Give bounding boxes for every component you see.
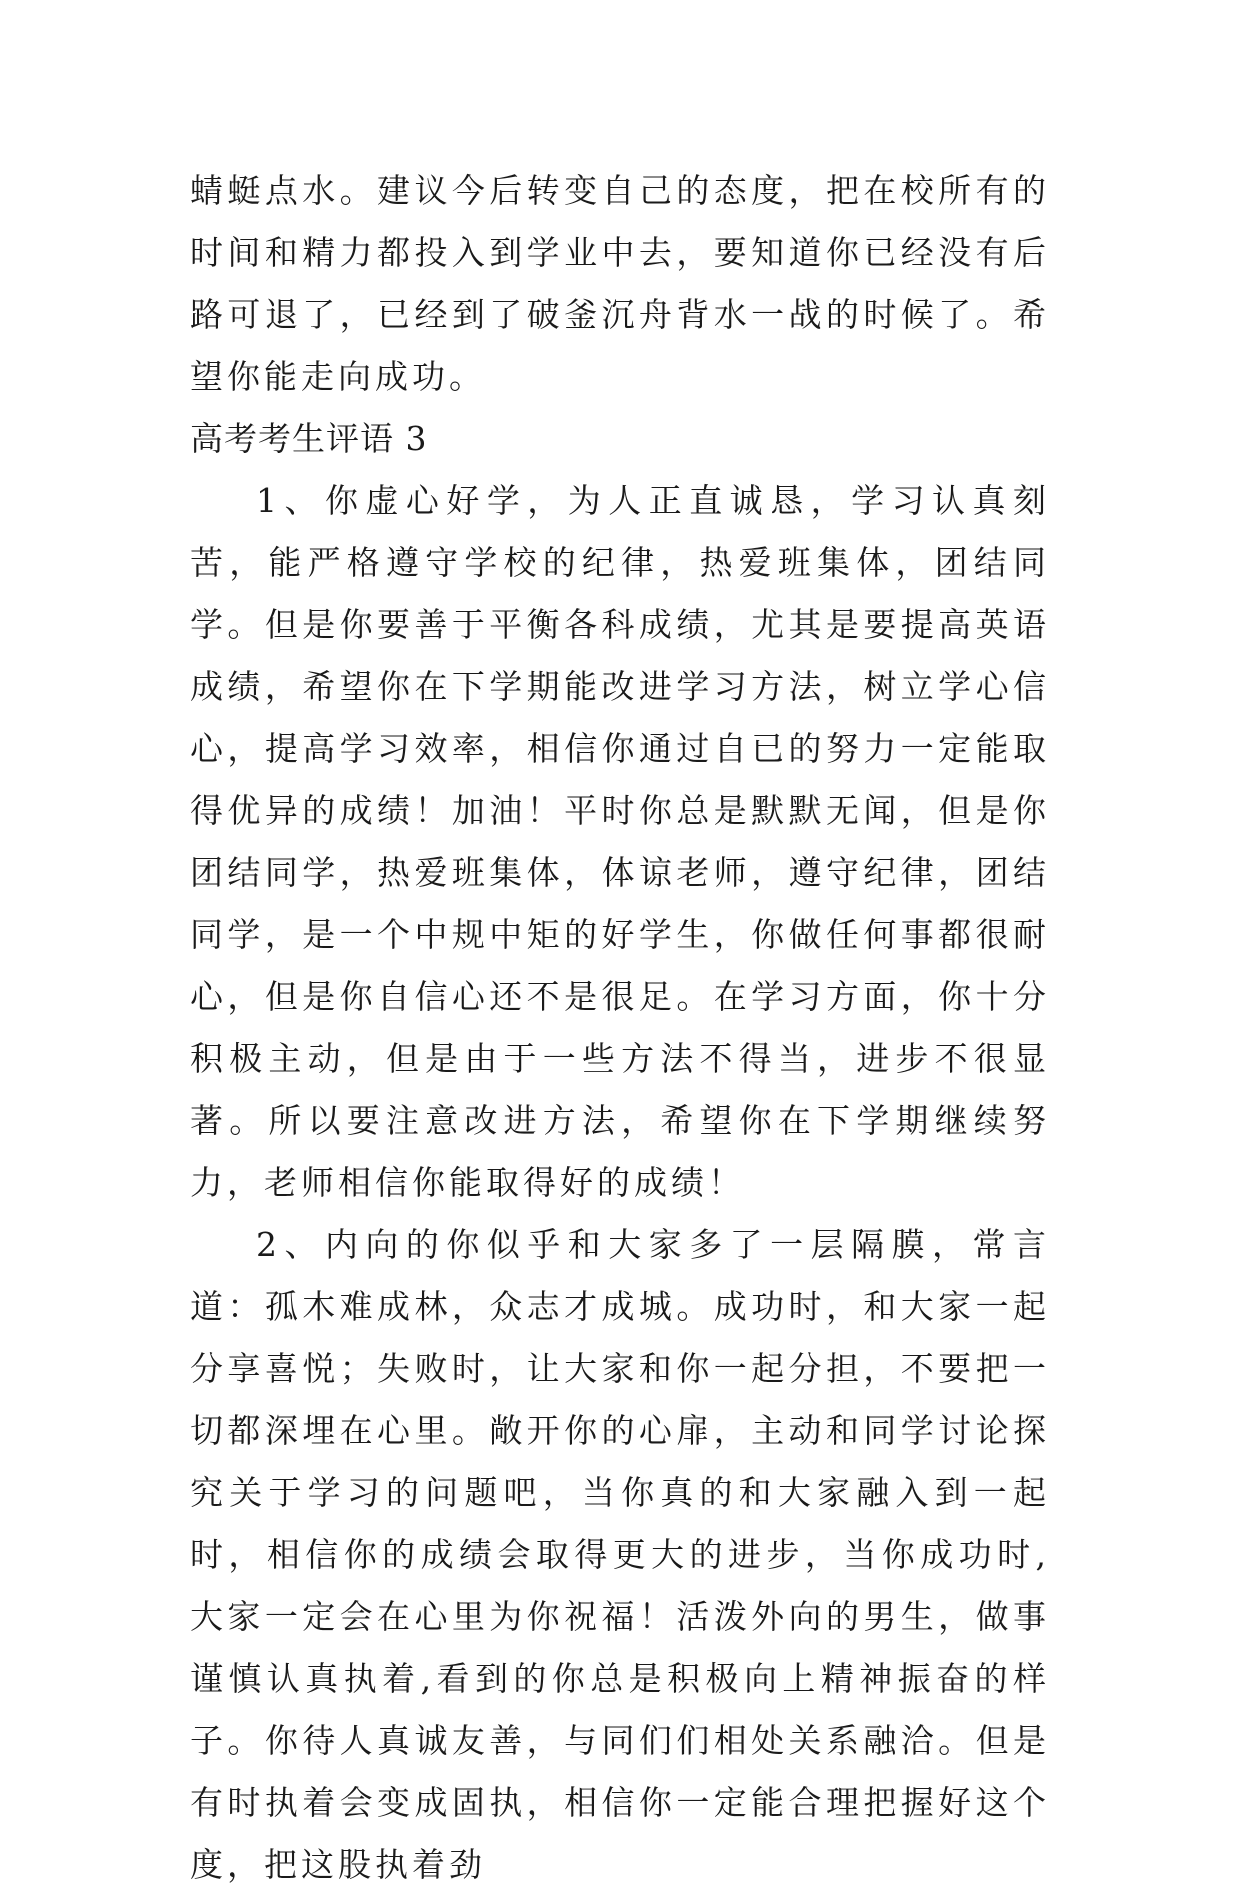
section-heading: 高考考生评语 3	[190, 419, 428, 458]
continuation-paragraph: 蜻蜓点水。建议今后转变自己的态度，把在校所有的时间和精力都投入到学业中去，要知道你已经没有后路可退了，已经到了破釜沉舟背水一战的时候了。希望你能走向成功。	[190, 171, 1050, 396]
comment-paragraph-1: 1、你虚心好学，为人正直诚恳，学习认真刻苦，能严格遵守学校的纪律，热爱班集体，团结同学。但是你要善于平衡各科成绩，尤其是要提高英语成绩，希望你在下学期能改进学习方法，树立学心信心，提高学习效率，相信你通过自已的努力一定能取得优异的成绩！加油！平时你总是默默无闻，但是你团结同学，热爱班集体，体谅老师，遵守纪律，团结同学，是一个中规中矩的好学生，你做任何事都很耐心，但是你自信心还不是很足。在学习方面，你十分积极主动，但是由于一些方法不得当，进步不很显著。所以要注意改进方法，希望你在下学期继续努力，老师相信你能取得好的成绩！	[190, 481, 1050, 1202]
comment-paragraph-2: 2、内向的你似乎和大家多了一层隔膜，常言道：孤木难成林，众志才成城。成功时，和大家一起分享喜悦；失败时，让大家和你一起分担，不要把一切都深埋在心里。敞开你的心扉，主动和同学讨论探究关于学习的问题吧，当你真的和大家融入到一起时，相信你的成绩会取得更大的进步，当你成功时,大家一定会在心里为你祝福！活泼外向的男生，做事谨慎认真执着,看到的你总是积极向上精神振奋的样子。你待人真诚友善，与同们们相处关系融洽。但是有时执着会变成固执，相信你一定能合理把握好这个度，把这股执着劲	[190, 1225, 1050, 1884]
document-body	[190, 160, 1050, 1896]
